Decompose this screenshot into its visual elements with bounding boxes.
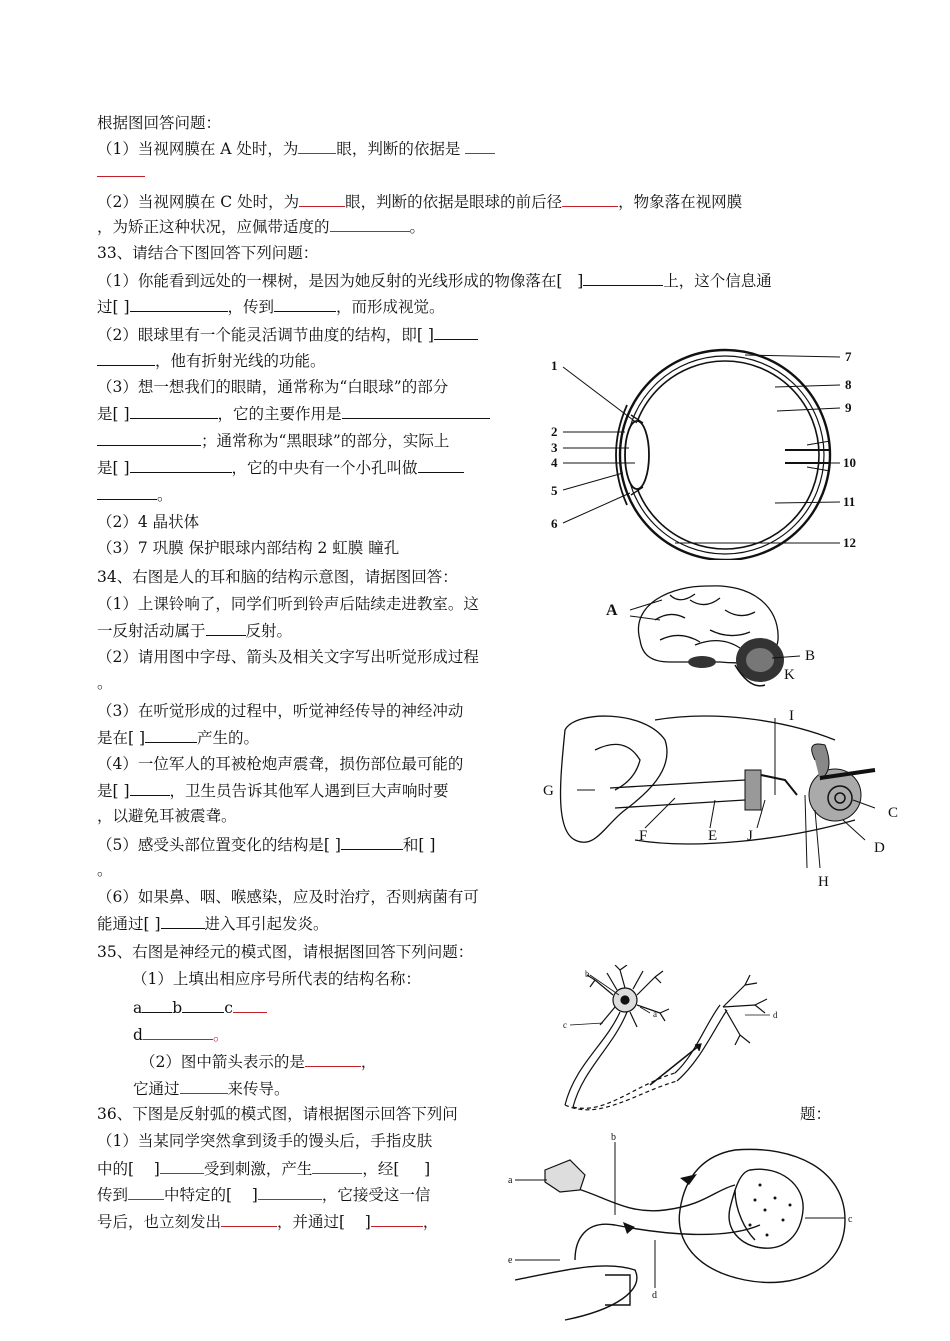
q34-p3-text3: 产生的。 <box>197 729 260 747</box>
q34-p4-text2: 是[ ] <box>97 782 130 800</box>
eye-label-8: 8 <box>845 377 852 392</box>
q32-part2 <box>97 190 742 213</box>
q33-p3-text2: 是[ ] <box>97 405 130 423</box>
q36-p2-text2: ] <box>153 1160 160 1178</box>
q34-part4 <box>97 753 463 775</box>
reflex-arc-diagram <box>505 1130 865 1330</box>
neuron-label-d: d <box>773 1010 778 1020</box>
q34-p4-text3: ，卫生员告诉其他军人遇到巨大声响时要 <box>169 782 449 800</box>
q33-p2-text2: ，他有折射光线的功能。 <box>155 352 326 370</box>
blank[interactable] <box>418 456 464 473</box>
q33-p1-text4: 过[ ] <box>97 298 130 316</box>
q33-p3-text3: ，它的主要作用是 <box>217 405 342 423</box>
eye-label-1: 1 <box>551 358 558 373</box>
q33-part2 <box>97 323 478 346</box>
q35-label-b: b <box>172 999 183 1017</box>
q35-label-c: c <box>224 999 233 1017</box>
eye-label-7: 7 <box>845 349 852 364</box>
q33-answer2 <box>97 537 399 559</box>
eye-label-12: 12 <box>843 535 856 550</box>
blank[interactable] <box>434 323 478 340</box>
q34-p5-text3: 。 <box>97 861 113 879</box>
blank[interactable] <box>562 190 618 207</box>
q33-p3-text4: ；通常称为“黑眼球”的部分，实际上 <box>201 432 450 450</box>
q35-part2-cont <box>133 1077 290 1100</box>
blank[interactable] <box>221 1210 277 1227</box>
q35-p5-text2: 来传导。 <box>227 1080 290 1098</box>
q32-p2-text3: ，物象落在视网膜 <box>618 193 743 211</box>
q32-part1-cont <box>97 160 145 183</box>
blank[interactable] <box>258 1183 322 1200</box>
q35-part2 <box>140 1050 376 1073</box>
q36-p3-text3: ] <box>251 1186 258 1204</box>
q34-part3 <box>97 700 463 722</box>
brain-label-B: B <box>805 648 816 664</box>
blank[interactable] <box>142 996 172 1013</box>
q34-p4-text4: ，以避免耳被震聋。 <box>97 807 237 825</box>
q34-p2-text2: 。 <box>97 674 113 692</box>
ear-label-H: H <box>818 874 829 890</box>
q33-title <box>97 242 318 264</box>
q34-p1-text2: 一反射活动属于 <box>97 622 206 640</box>
q34-p6-text3: 进入耳引起发炎。 <box>204 915 329 933</box>
ear-label-G: G <box>543 783 554 799</box>
q32-p2-text: （2）当视网膜在 C 处时，为 <box>97 193 300 211</box>
blank[interactable] <box>180 1077 228 1094</box>
blank[interactable] <box>371 1210 423 1227</box>
q36-p3-text2: 中特定的[ <box>164 1186 233 1204</box>
q34-part1-cont <box>97 619 292 642</box>
ear-label-E: E <box>708 828 718 844</box>
q34-part5-cont <box>97 859 113 881</box>
blank[interactable] <box>130 295 228 312</box>
q34-part3-cont <box>97 726 259 749</box>
q32-p1-text: （1）当视网膜在 A 处时，为 <box>97 140 299 158</box>
q34-p4-text: （4）一位军人的耳被枪炮声震聋，损伤部位最可能的 <box>97 755 464 773</box>
q35-part1 <box>132 968 421 990</box>
q35-title-text: 35、右图是神经元的模式图，请根据图回答下列问题： <box>97 943 474 961</box>
blank[interactable] <box>143 1023 213 1040</box>
arc-label-c: c <box>848 1214 853 1225</box>
q33-part3-e <box>97 483 173 506</box>
q35-p3-end: 。 <box>212 1026 229 1044</box>
q36-p2-text3: 受到刺激，产生 <box>203 1160 313 1178</box>
q33-answer1 <box>97 511 199 533</box>
q34-p6-text2: 能通过[ ] <box>97 915 161 933</box>
q33-part3 <box>97 376 448 398</box>
q33-p1-text3: 上，这个信息通 <box>663 272 772 290</box>
ear-label-J: J <box>747 828 753 844</box>
ear-label-F: F <box>639 828 648 844</box>
q32-p1-text2: 眼，判断的依据是 <box>336 140 461 158</box>
blank[interactable] <box>206 619 246 636</box>
q34-part6-cont <box>97 912 329 935</box>
q35-p1-text: （1）上填出相应序号所代表的结构名称： <box>132 970 421 988</box>
q35-p4-text2: ， <box>360 1053 377 1071</box>
blank[interactable] <box>97 429 201 446</box>
q34-p3-text: （3）在听觉形成的过程中，听觉神经传导的神经冲动 <box>97 702 464 720</box>
q33-p2-text: （2）眼球里有一个能灵活调节曲度的结构，即[ ] <box>97 326 434 344</box>
blank[interactable] <box>97 160 145 177</box>
q32-part2-cont <box>97 215 425 238</box>
q36-p2-text4: ，经[ <box>362 1160 400 1178</box>
q34-part6 <box>97 886 479 908</box>
q33-p3-text6: ，它的中央有一个小孔叫做 <box>231 459 418 477</box>
q35-title <box>97 941 473 963</box>
q33-p1-text: （1）你能看到远处的一棵树，是因为她反射的光线形成的物像落在[ <box>97 272 563 290</box>
q32-part1 <box>97 137 495 160</box>
q33-part3-d <box>97 456 464 479</box>
q34-part2 <box>97 646 479 668</box>
blank[interactable] <box>583 269 663 286</box>
q36-title <box>97 1103 458 1125</box>
q36-part1-d <box>97 1210 438 1233</box>
eye-label-2: 2 <box>551 424 558 439</box>
blank[interactable] <box>130 456 232 473</box>
neuron-label-a: a <box>653 1009 657 1019</box>
q33-part3-c <box>97 429 449 452</box>
q36-part1-b <box>97 1157 430 1180</box>
blank[interactable] <box>161 912 205 929</box>
ear-diagram <box>535 700 915 895</box>
arc-label-e: e <box>508 1255 513 1266</box>
q34-p1-text: （1）上课铃响了，同学们听到铃声后陆续走进教室。这 <box>97 595 479 613</box>
q33-p1-text5: ，传到 <box>227 298 275 316</box>
eye-label-10: 10 <box>843 455 856 470</box>
blank[interactable] <box>341 833 403 850</box>
q35-p5-text: 它通过 <box>133 1080 180 1098</box>
q32-p2-text5: 。 <box>409 218 426 236</box>
q34-part1 <box>97 593 479 615</box>
q34-p2-text: （2）请用图中字母、箭头及相关文字写出听觉形成过程 <box>97 648 479 666</box>
q34-title <box>97 566 458 588</box>
q34-part5 <box>97 833 435 856</box>
blank[interactable] <box>130 402 218 419</box>
q36-title-text2: 题： <box>800 1105 832 1123</box>
q36-p3-text: 传到 <box>97 1186 129 1204</box>
q36-p4-text: 号后，也立刻发出 <box>97 1213 222 1231</box>
blank[interactable] <box>233 996 267 1013</box>
q34-part4-b <box>97 779 449 802</box>
eye-label-5: 5 <box>551 483 558 498</box>
blank[interactable] <box>465 137 495 154</box>
q34-p1-text3: 反射。 <box>245 622 293 640</box>
q36-p3-text4: ，它接受这一信 <box>321 1186 431 1204</box>
brain-label-A: A <box>606 602 618 619</box>
q32-p2-text4: ，为矫正这种状况，应佩带适度的 <box>97 218 330 236</box>
arc-label-a: a <box>508 1175 513 1186</box>
blank[interactable] <box>342 402 490 419</box>
q34-part2-cont <box>97 672 113 694</box>
q36-p4-text3: ] <box>364 1213 371 1231</box>
blank[interactable] <box>128 1183 164 1200</box>
intro-line <box>97 112 221 134</box>
blank[interactable] <box>182 996 224 1013</box>
q35-part1-d <box>133 1023 228 1046</box>
q33-p3-text: （3）想一想我们的眼睛，通常称为“白眼球”的部分 <box>97 378 449 396</box>
blank[interactable] <box>97 349 155 366</box>
eye-label-3: 3 <box>551 440 558 455</box>
arc-label-b: b <box>611 1132 616 1143</box>
q36-title-text: 36、下图是反射弧的模式图，请根据图示回答下列问 <box>97 1105 458 1123</box>
q35-label-a: a <box>133 999 143 1017</box>
arc-label-d: d <box>652 1290 657 1301</box>
eye-label-4: 4 <box>551 455 558 470</box>
neuron-label-c: c <box>563 1020 567 1030</box>
q33-p3-text7: 。 <box>157 486 173 504</box>
q33-title-text: 33、请结合下图回答下列问题： <box>97 244 319 262</box>
q34-p3-text2: 是在[ ] <box>97 729 146 747</box>
q34-title-text: 34、右图是人的耳和脑的结构示意图，请据图回答： <box>97 568 458 586</box>
blank[interactable] <box>330 215 410 232</box>
neuron-label-b: b <box>585 969 590 979</box>
blank[interactable] <box>97 483 157 500</box>
q36-part1-c <box>97 1183 430 1206</box>
q33-part2-cont <box>97 349 326 372</box>
eyeball-diagram <box>545 345 875 560</box>
q33-p1-text2: ] <box>577 272 584 290</box>
ear-label-C: C <box>888 805 899 821</box>
eye-label-6: 6 <box>551 516 558 531</box>
q34-part4-c <box>97 805 237 827</box>
blank[interactable] <box>298 137 336 154</box>
ear-label-D: D <box>874 840 885 856</box>
ear-label-I: I <box>789 708 794 724</box>
q33-part1-cont <box>97 295 445 318</box>
q36-p2-text: 中的[ <box>97 1160 135 1178</box>
q33-p3-text5: 是[ ] <box>97 459 130 477</box>
brain-label-K: K <box>784 667 795 683</box>
q35-part1-blanks <box>133 996 267 1019</box>
blank[interactable] <box>145 726 197 743</box>
blank[interactable] <box>160 1157 204 1174</box>
neuron-diagram <box>545 965 785 1130</box>
q36-p4-text2: ，并通过[ <box>277 1213 346 1231</box>
q33-part3-b <box>97 402 490 425</box>
q36-title-end <box>800 1103 831 1125</box>
q36-part1 <box>97 1130 432 1152</box>
blank[interactable] <box>305 1050 361 1067</box>
q34-p5-text2: 和[ ] <box>402 836 436 854</box>
q35-p4-text: （2）图中箭头表示的是 <box>140 1053 305 1071</box>
q32-p2-text2: 眼，判断的依据是眼球的前后径 <box>345 193 563 211</box>
q36-p4-text4: ， <box>422 1213 439 1231</box>
q33-p1-text6: ，而形成视觉。 <box>336 298 445 316</box>
blank[interactable] <box>312 1157 362 1174</box>
q35-label-d: d <box>133 1026 143 1044</box>
q36-p2-text5: ] <box>424 1160 431 1178</box>
q34-p6-text: （6）如果鼻、咽、喉感染，应及时治疗，否则病菌有可 <box>97 888 479 906</box>
intro-text: 根据图回答问题： <box>97 114 222 132</box>
q36-p1-text: （1）当某同学突然拿到烫手的馒头后，手指皮肤 <box>97 1132 433 1150</box>
blank[interactable] <box>299 190 345 207</box>
q34-p5-text: （5）感受头部位置变化的结构是[ ] <box>97 836 341 854</box>
blank[interactable] <box>130 779 170 796</box>
q33-answer2-text: （3）7 巩膜 保护眼球内部结构 2 虹膜 瞳孔 <box>97 539 400 557</box>
brain-diagram <box>600 580 840 695</box>
blank[interactable] <box>274 295 336 312</box>
q33-part1 <box>97 269 772 292</box>
q33-answer1-text: （2）4 晶状体 <box>97 513 200 531</box>
eye-label-11: 11 <box>843 494 856 509</box>
eye-label-9: 9 <box>845 400 852 415</box>
